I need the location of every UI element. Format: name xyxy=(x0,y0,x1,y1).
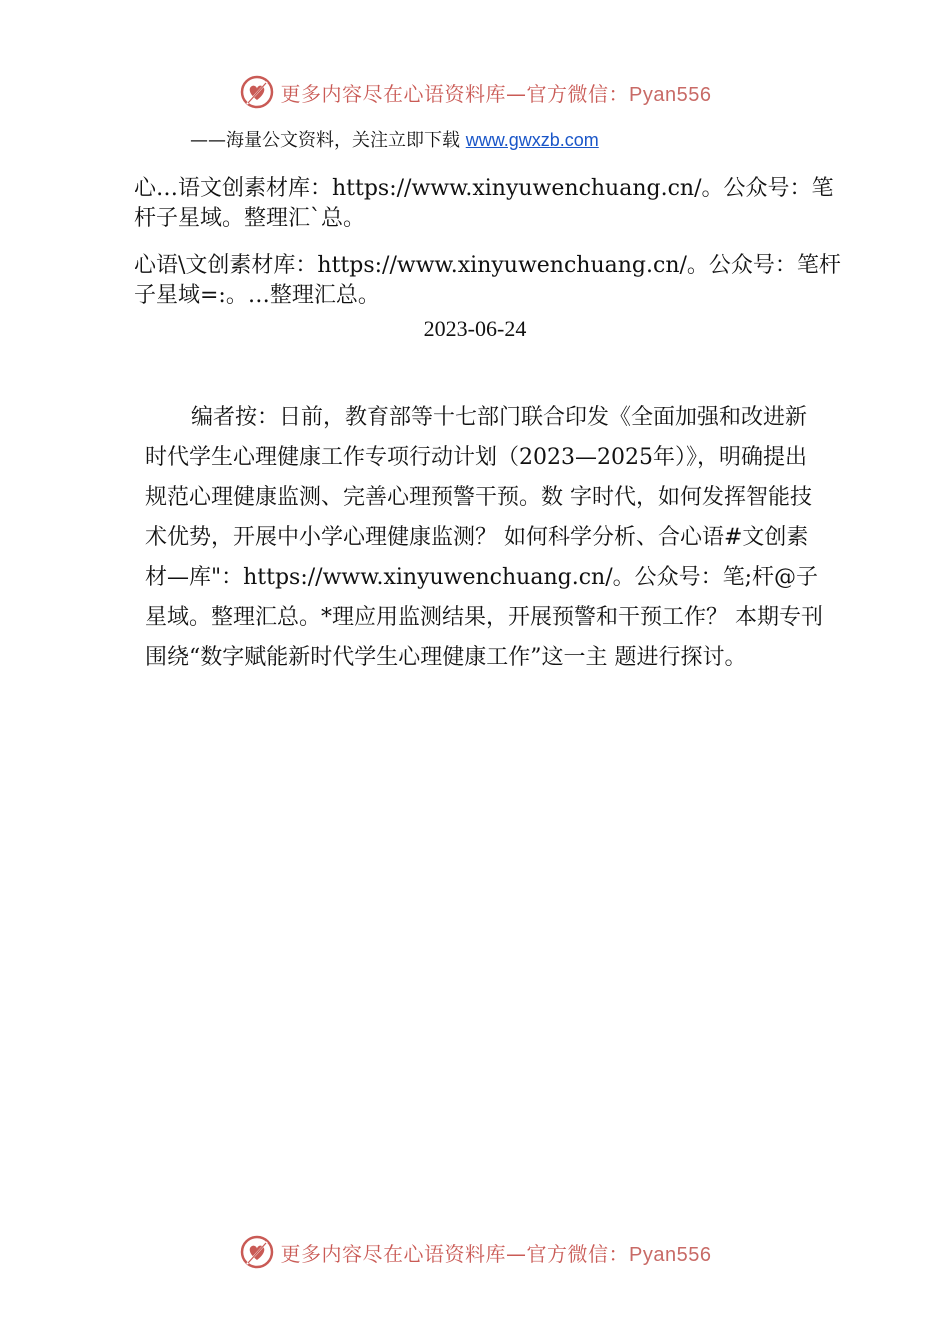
publish-date: 2023-06-24 xyxy=(423,316,527,341)
header-banner-label: 更多内容尽在心语资料库—官方微信： xyxy=(280,81,630,106)
intro-line-1: 心…语文创素材库：https://www.xinyuwenchuang.cn/。公众号：笔杆子星域。整理汇`总。 xyxy=(134,176,834,231)
heart-pen-logo-icon xyxy=(239,74,275,110)
footer-banner-text xyxy=(281,1238,712,1267)
intro-line-2: 心语\文创素材库：https://www.xinyuwenchuang.cn/。公众号：笔杆子星域=:。…整理汇总。 xyxy=(134,253,841,308)
header-banner-text xyxy=(281,78,712,107)
footer-banner xyxy=(0,1232,950,1272)
editor-note-paragraph: 编者按：日前，教育部等十七部门联合印发《全面加强和改进新时代学生心理健康工作专项行动计划（2023—2025年）》，明确提出规范心理健康监测、完善心理预警干预。数 字时代，如何发挥智能技术优势，开展中小学心理健康监测？ 如何科学分析、合心语#文创素材—库"：https://www.xinyuwenchuang.cn/。公众号：笔;杆@子星域。整理汇总。*理应用监测结果，开展预警和干预工作？ 本期专刊围绕“数字赋能新时代学生心理健康工作”这一主 题进行探讨。 xyxy=(145,405,823,670)
website-link[interactable]: www.gwxzb.com xyxy=(465,130,599,150)
subline-text: ——海量公文资料，关注立即下载 xyxy=(190,130,466,151)
header-banner xyxy=(0,72,950,112)
header-subline xyxy=(190,126,599,152)
footer-banner-label: 更多内容尽在心语资料库—官方微信： xyxy=(280,1241,630,1266)
header-wechat-id: Pyan556 xyxy=(629,83,712,106)
heart-pen-logo-icon xyxy=(239,1234,275,1270)
footer-wechat-id: Pyan556 xyxy=(629,1243,712,1266)
